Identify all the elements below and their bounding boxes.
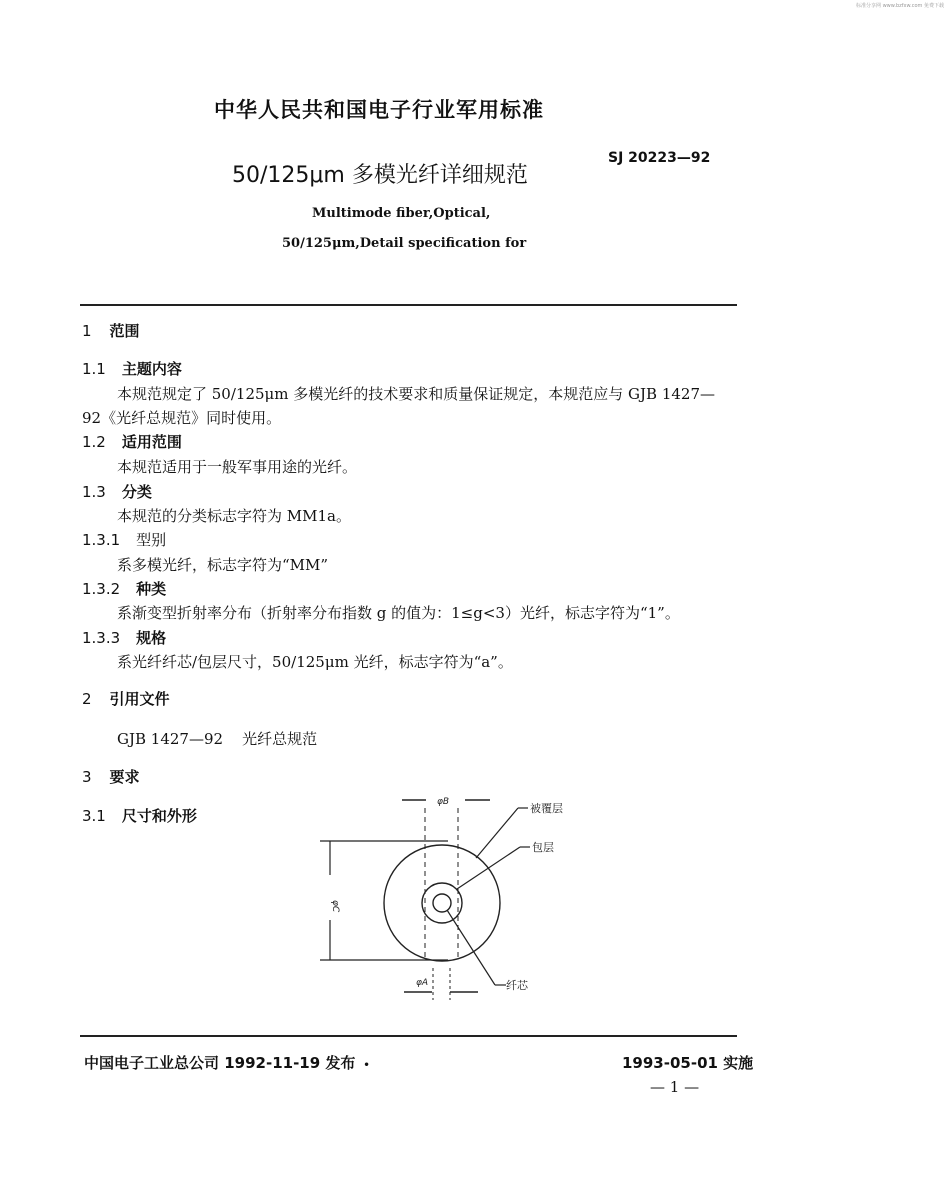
document-title-en-2: 50/125μm,Detail specification for [282, 236, 527, 251]
paragraph-1-3-3: 系光纤纤芯/包层尺寸，50/125μm 光纤，标志字符为“a”。 [117, 653, 513, 671]
page-number: — 1 — [650, 1078, 700, 1096]
bullet-mark: • [363, 1060, 370, 1071]
issuing-authority: 中华人民共和国电子行业军用标准 [214, 98, 544, 122]
section-heading-1-3-1: 1.3.1 型别 [82, 531, 167, 549]
label-cladding: 包层 [532, 841, 554, 854]
paragraph-1-1-a: 本规范规定了 50/125μm 多模光纤的技术要求和质量保证规定，本规范应与 GJB 1427— [117, 385, 716, 403]
coating-circle [384, 845, 500, 961]
section-heading-1-3: 1.3 分类 [82, 483, 152, 501]
section-heading-1-3-2: 1.3.2 种类 [82, 580, 167, 598]
document-title-en-1: Multimode fiber,Optical, [312, 206, 491, 221]
dimension-phi-a: φA [416, 978, 429, 988]
document-title-cn: 50/125μm 多模光纤详细规范 [232, 163, 528, 188]
publisher-line: 中国电子工业总公司 1992-11-19 发布 • [84, 1054, 370, 1072]
section-heading-2: 2 引用文件 [82, 690, 170, 708]
standard-code: SJ 20223—92 [608, 150, 711, 166]
label-coating: 被覆层 [530, 802, 563, 815]
paragraph-1-3-1: 系多模光纤，标志字符为“MM” [117, 556, 329, 574]
cladding-circle [422, 883, 462, 923]
label-core: 纤芯 [506, 979, 528, 992]
dimension-phi-c: φC [330, 900, 340, 913]
paragraph-1-1-b: 92《光纤总规范》同时使用。 [82, 409, 282, 427]
paragraph-1-2: 本规范适用于一般军事用途的光纤。 [117, 458, 358, 476]
footer-rule [80, 1035, 737, 1037]
dimension-phi-b: φB [437, 797, 450, 807]
paragraph-1-3-2: 系渐变型折射率分布（折射率分布指数 g 的值为：1≤g<3）光纤，标志字符为“1”。 [117, 604, 680, 622]
watermark: 标准分享网 www.bzfxw.com 免费下载 [856, 3, 944, 9]
section-heading-1-2: 1.2 适用范围 [82, 433, 182, 451]
section-heading-3-1: 3.1 尺寸和外形 [82, 807, 197, 825]
section-heading-3: 3 要求 [82, 768, 140, 786]
effective-date: 1993-05-01 实施 [622, 1054, 754, 1072]
paragraph-2: GJB 1427—92 光纤总规范 [117, 730, 318, 748]
section-heading-1: 1 范围 [82, 322, 140, 340]
section-heading-1-1: 1.1 主题内容 [82, 360, 182, 378]
paragraph-1-3: 本规范的分类标志字符为 MM1a。 [117, 507, 351, 525]
core-circle [433, 894, 451, 912]
fiber-cross-section-figure [300, 780, 580, 1010]
header-rule [80, 304, 737, 306]
section-heading-1-3-3: 1.3.3 规格 [82, 629, 167, 647]
